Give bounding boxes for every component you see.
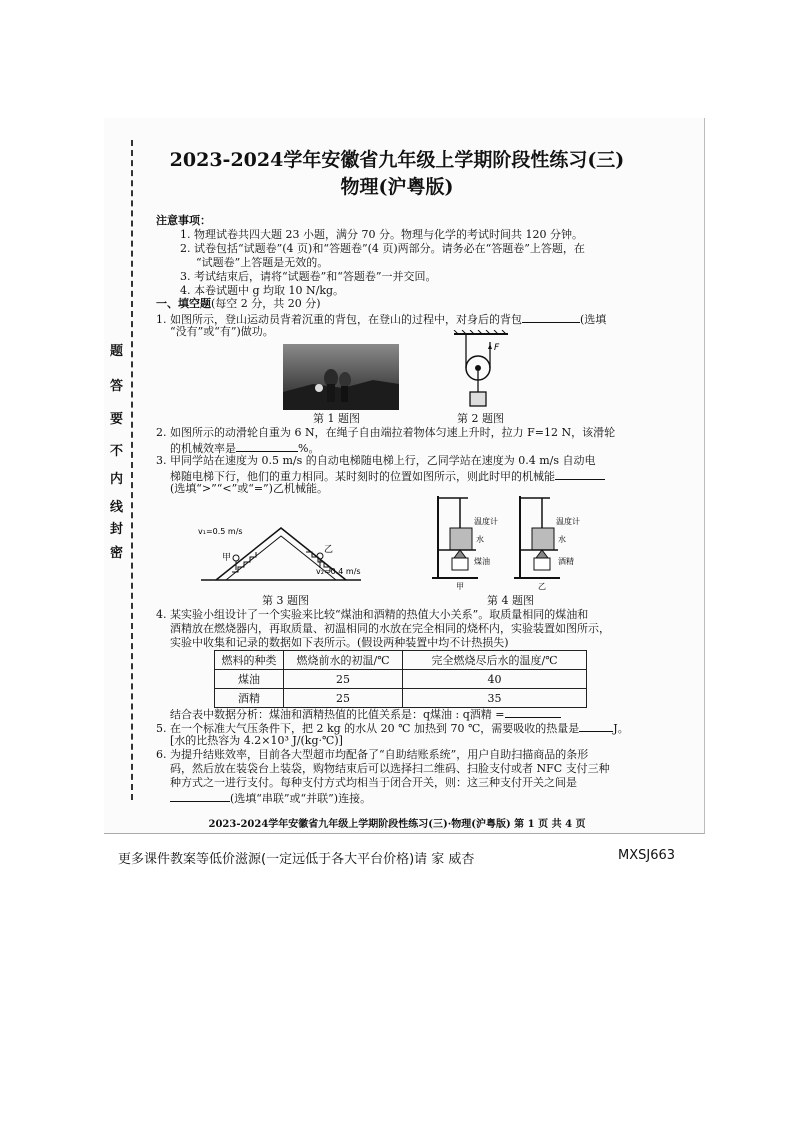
notice-item: 1. 物理试卷共四大题 23 小题，满分 70 分。物理与化学的考试时间共 120 分钟。 — [180, 228, 583, 241]
v2-label: v₂=0.4 m/s — [316, 567, 361, 576]
data-table — [214, 650, 587, 708]
seal-char: 封 — [110, 522, 124, 537]
table-header: 燃料的种类 — [215, 651, 284, 670]
exam-subtitle: 物理(沪粤版) — [340, 176, 454, 198]
notice-item: 3. 考试结束后，请将“试题卷”和“答题卷”一并交回。 — [180, 270, 437, 283]
seal-char: 要 — [110, 412, 124, 427]
answer-blank[interactable] — [555, 468, 605, 480]
table-cell: 40 — [403, 670, 587, 689]
seal-char: 密 — [110, 546, 124, 561]
q6-text-4: (选填“串联”或“并联”)连接。 — [230, 792, 372, 805]
q3-text-3: (选填“>”“<”或“=”)乙机械能。 — [170, 482, 328, 495]
q6-text-2: 码，然后放在装袋台上装袋，购物结束后可以选择扫二维码、扫脸支付或者 NFC 支付三种 — [170, 762, 610, 775]
seal-char: 不 — [110, 444, 124, 459]
fig2-caption: 第 2 题图 — [457, 412, 504, 425]
q3-text: 3. 甲同学站在速度为 0.5 m/s 的自动电梯随电梯上行，乙同学站在速度为 0.4 m/s 自动电 — [156, 454, 596, 467]
pulley-diagram — [450, 330, 514, 412]
q2-text-2: 的机械效率是 — [170, 442, 236, 455]
q5-text-2: [水的比热容为 4.2×10³ J/(kg·℃)] — [170, 734, 343, 747]
seal-char: 内 — [110, 472, 124, 487]
escalator-diagram — [196, 520, 366, 588]
seal-char: 题 — [110, 344, 124, 359]
q1-text-end: (选填 — [580, 313, 607, 326]
force-label: F — [494, 343, 500, 353]
q6-text-3: 种方式之一进行支付。每种支付方式均相当于闭合开关，则：这三种支付开关之间是 — [170, 776, 577, 789]
table-cell: 煤油 — [215, 670, 284, 689]
q2-text: 2. 如图所示的动滑轮自重为 6 N，在绳子自由端拉着物体匀速上升时，拉力 F=12 N，该滑轮 — [156, 426, 616, 439]
kerosene-label: 煤油 — [474, 557, 490, 566]
answer-blank[interactable] — [579, 720, 613, 732]
jia-label: 甲 — [222, 553, 232, 563]
water-label-yi: 水 — [558, 535, 566, 544]
notice-item: 4. 本卷试题中 g 均取 10 N/kg。 — [180, 284, 345, 297]
question-6-line4 — [170, 790, 371, 806]
table-header-row — [215, 651, 587, 670]
water-label-jia: 水 — [476, 535, 484, 544]
apparatus-diagram — [430, 492, 600, 592]
climber-photo — [283, 344, 399, 410]
table-cell: 25 — [284, 670, 403, 689]
apparatus-yi — [514, 496, 560, 578]
table-cell: 酒精 — [215, 689, 284, 708]
q1-text: 1. 如图所示，登山运动员背着沉重的背包，在登山的过程中，对身后的背包 — [156, 313, 522, 326]
answer-blank[interactable] — [236, 440, 298, 452]
notice-item: 2. 试卷包括“试题卷”(4 页)和“答题卷”(4 页)两部分。请务必在“答题卷”上答题，在 — [180, 242, 585, 255]
jia-apparatus-label: 甲 — [456, 582, 464, 591]
q1-text-2: “没有”或“有”)做功。 — [170, 325, 274, 338]
q5-text: 5. 在一个标准大气压条件下，把 2 kg 的水从 20 ℃ 加热到 70 ℃，需要吸收的热量是 — [156, 722, 580, 735]
table-row — [215, 670, 587, 689]
fig3-caption: 第 3 题图 — [262, 594, 309, 607]
fig4-caption: 第 4 题图 — [487, 594, 534, 607]
q6-text: 6. 为提升结账效率，目前各大型超市均配备了“自助结账系统”，用户自助扫描商品的条形 — [156, 748, 589, 761]
fig1-caption: 第 1 题图 — [313, 412, 360, 425]
q2-unit: %。 — [298, 442, 320, 455]
q4-text: 4. 某实验小组设计了一个实验来比较“煤油和酒精的热值大小关系”。取质量相同的煤油和 — [156, 608, 589, 621]
section-heading — [156, 297, 321, 311]
table-header: 燃烧前水的初温/℃ — [284, 651, 403, 670]
q4-conclusion: 结合表中数据分析：煤油和酒精热值的比值关系是：q煤油 : q酒精 = — [170, 708, 505, 721]
notice-item: “试题卷”上答题是无效的。 — [196, 256, 329, 269]
answer-blank[interactable] — [522, 311, 580, 323]
section-title: 一、填空题 — [156, 297, 211, 310]
section-note: (每空 2 分，共 20 分) — [211, 297, 321, 310]
table-cell: 25 — [284, 689, 403, 708]
alcohol-label: 酒精 — [558, 557, 574, 566]
table-row — [215, 689, 587, 708]
q4-text-2: 酒精放在燃烧器内，再取质量、初温相同的水放在完全相同的烧杯内，实验装置如图所示， — [170, 622, 610, 635]
seal-char: 线 — [110, 500, 124, 515]
answer-blank[interactable] — [505, 706, 561, 718]
apparatus-jia — [432, 496, 478, 578]
page-footer: 2023-2024学年安徽省九年级上学期阶段性练习(三)·物理(沪粤版) 第 1 页 共 4 页 — [208, 819, 586, 830]
answer-blank[interactable] — [170, 790, 230, 802]
table-header: 完全燃烧尽后水的温度/℃ — [403, 651, 587, 670]
yi-label: 乙 — [324, 545, 334, 555]
v1-label: v₁=0.5 m/s — [198, 527, 243, 536]
code-text: MXSJ663 — [618, 848, 676, 863]
seal-line — [105, 140, 133, 800]
thermometer-label-jia: 温度计 — [474, 517, 498, 526]
yi-apparatus-label: 乙 — [538, 582, 546, 591]
q4-text-3: 实验中收集和记录的数据如下表所示。(假设两种装置中均不计热损失) — [170, 636, 509, 649]
q5-unit: J。 — [613, 722, 629, 735]
notice-heading: 注意事项： — [156, 214, 211, 227]
table-cell: 35 — [403, 689, 587, 708]
q3-text-2: 梯随电梯下行，他们的重力相同。某时刻时的位置如图所示，则此时甲的机械能 — [170, 470, 555, 483]
thermometer-label-yi: 温度计 — [556, 517, 580, 526]
promo-text: 更多课件教案等低价滋源(一定远低于各大平台价格)请 家 威杏 — [118, 852, 475, 867]
exam-title: 2023-2024学年安徽省九年级上学期阶段性练习(三) — [169, 149, 625, 171]
seal-char: 答 — [110, 379, 124, 394]
